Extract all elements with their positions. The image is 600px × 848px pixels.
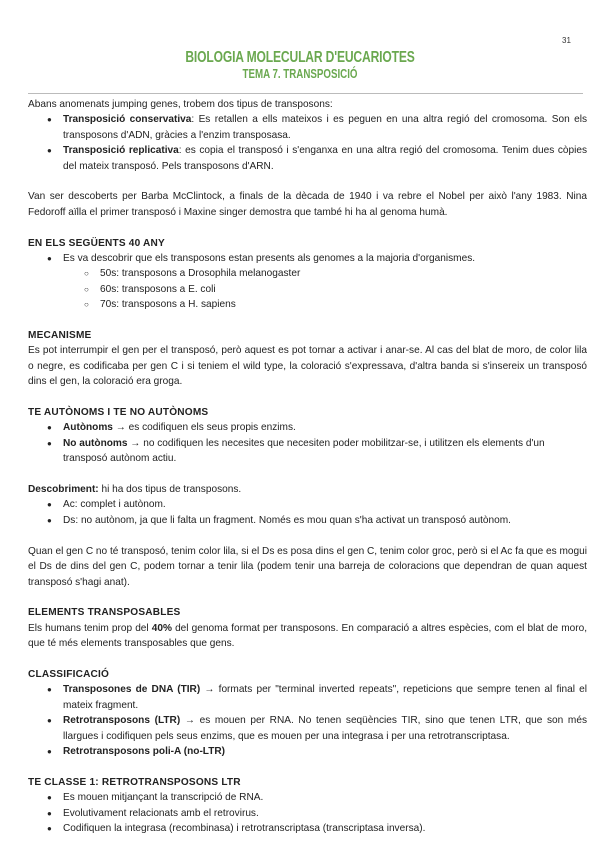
term: Transposones de DNA (TIR) xyxy=(63,684,201,696)
list-item: ● Retrotransposons (LTR) → es mouen per RNA. No tenen seqüències TIR, sino que tenen LTR, que son més llargues i codifiquen pels seus enzims, que es mouen per una integrasa i per una retrotranscriptasa. xyxy=(28,713,587,744)
history-paragraph: Van ser descoberts per Barba McClintock, a finals de la dècada de 1940 i va rebre el Nobel per això l'any 1983. Nina Fedoroff aïlla el primer transposó i Maxine singer demostra que també hi ha al genoma humà. xyxy=(28,191,587,218)
list-item: ● Es va descobrir que els transposons estan presents als genomes a la majoria d'organismes. ○ 50s: transposons a Drosophila melanogaster ○ 60s: transposons a E. coli ○ 70s: transposons a H. sapiens xyxy=(28,251,587,313)
section-heading-classe1: TE CLASSE 1: RETROTRANSPOSONS LTR xyxy=(28,776,241,788)
term: No autònoms xyxy=(63,437,128,449)
sub-list-item: ○ 70s: transposons a H. sapiens xyxy=(28,297,587,312)
term: Autònoms xyxy=(63,422,113,434)
list-item: ● Transposició conservativa: Es retallen a ells mateixos i es peguen en una altra regió del cromosoma. Son els transposons d'ADN, gràcies a l'enzim transposasa. xyxy=(28,112,587,143)
list-item: ● Codifiquen la integrasa (recombinasa) i retrotranscriptasa (transcriptasa inversa). xyxy=(28,821,587,836)
list-item: ● Ds: no autònom, ja que li falta un fragment. Només es mou quan s'ha activat un transposó autònom. xyxy=(28,513,587,528)
page-number: 31 xyxy=(562,36,571,45)
descobriment-intro: Descobriment: hi ha dos tipus de transposons. xyxy=(28,484,242,496)
section-heading-40-anys: EN ELS SEGÜENTS 40 ANY xyxy=(28,237,165,249)
document-title: BIOLOGIA MOLECULAR D'EUCARIOTES xyxy=(185,49,415,66)
term: Retrotransposons (LTR) xyxy=(63,715,181,727)
descobriment-paragraph: Quan el gen C no té transposó, tenim color lila, si el Ds es posa dins el gen C, tenim color groc, però si el Ac fa que es mogui el Ds de dins del gen C, podem tornar a tenir lila (podem tenir una barreja de coloracions que dependran de quan aquest transposó s'hagi anat). xyxy=(28,545,587,588)
list-item: ● Transposició replicativa: es copia el transposó i s'enganxa en una altra regió del cromosoma. Tenim dues còpies del mateix transposó. Pels transposons d'ARN. xyxy=(28,143,587,174)
section-heading-mecanisme: MECANISME xyxy=(28,330,92,342)
elements-paragraph: Els humans tenim prop del 40% del genoma format per transposons. En comparació a altres espècies, com el blat de moro, que té més elements transposables que gens. xyxy=(28,622,588,650)
section-heading-classificacio: CLASSIFICACIÓ xyxy=(28,668,110,680)
document-header xyxy=(0,49,600,82)
list-item: ● Evolutivament relacionats amb el retrovirus. xyxy=(28,806,587,821)
list-item: ● Es mouen mitjançant la transcripció de RNA. xyxy=(28,790,587,805)
list-item: ● No autònoms → no codifiquen les necesites que necesiten poder mobilitzar-se, i utilitzen els elements d'un transposó autònom actiu. xyxy=(28,436,587,467)
header-divider xyxy=(28,93,583,94)
list-item xyxy=(28,744,587,759)
sub-list-item: ○ 60s: transposons a E. coli xyxy=(28,282,587,297)
list-item: ● Transposones de DNA (TIR) → formats per "terminal inverted repeats", repeticions que sempre tenen al final el mateix fragment. xyxy=(28,682,587,713)
list-item: ● Ac: complet i autònom. xyxy=(28,497,587,512)
section-heading-elements: ELEMENTS TRANSPOSABLES xyxy=(28,607,181,619)
term: Retrotransposons poli-A (no-LTR) xyxy=(63,745,226,757)
term: Transposició conservativa xyxy=(63,114,192,126)
intro-list xyxy=(28,112,587,174)
sub-list-item: ○ 50s: transposons a Drosophila melanogaster xyxy=(28,266,587,281)
term: Transposició replicativa xyxy=(63,145,179,157)
document-subtitle: TEMA 7. TRANSPOSICIÓ xyxy=(242,67,358,81)
section-heading-autonoms: TE AUTÒNOMS I TE NO AUTÒNOMS xyxy=(28,407,209,419)
list-item: ● Autònoms → es codifiquen els seus propis enzims. xyxy=(28,420,587,435)
document-body xyxy=(28,97,587,836)
intro-text: Abans anomenats jumping genes, trobem dos tipus de transposons: xyxy=(28,99,333,110)
mecanisme-paragraph: Es pot interrumpir el gen per el transposó, però aquest es pot tornar a activar i anar-se. Al cas del blat de moro, de color lila o negre, es codificaba per gen C i si teniem el wild type, la coloració s'expressava, d'altra banda si s'insereix un transposó dins el gen, la coloració era groga. xyxy=(28,345,587,388)
